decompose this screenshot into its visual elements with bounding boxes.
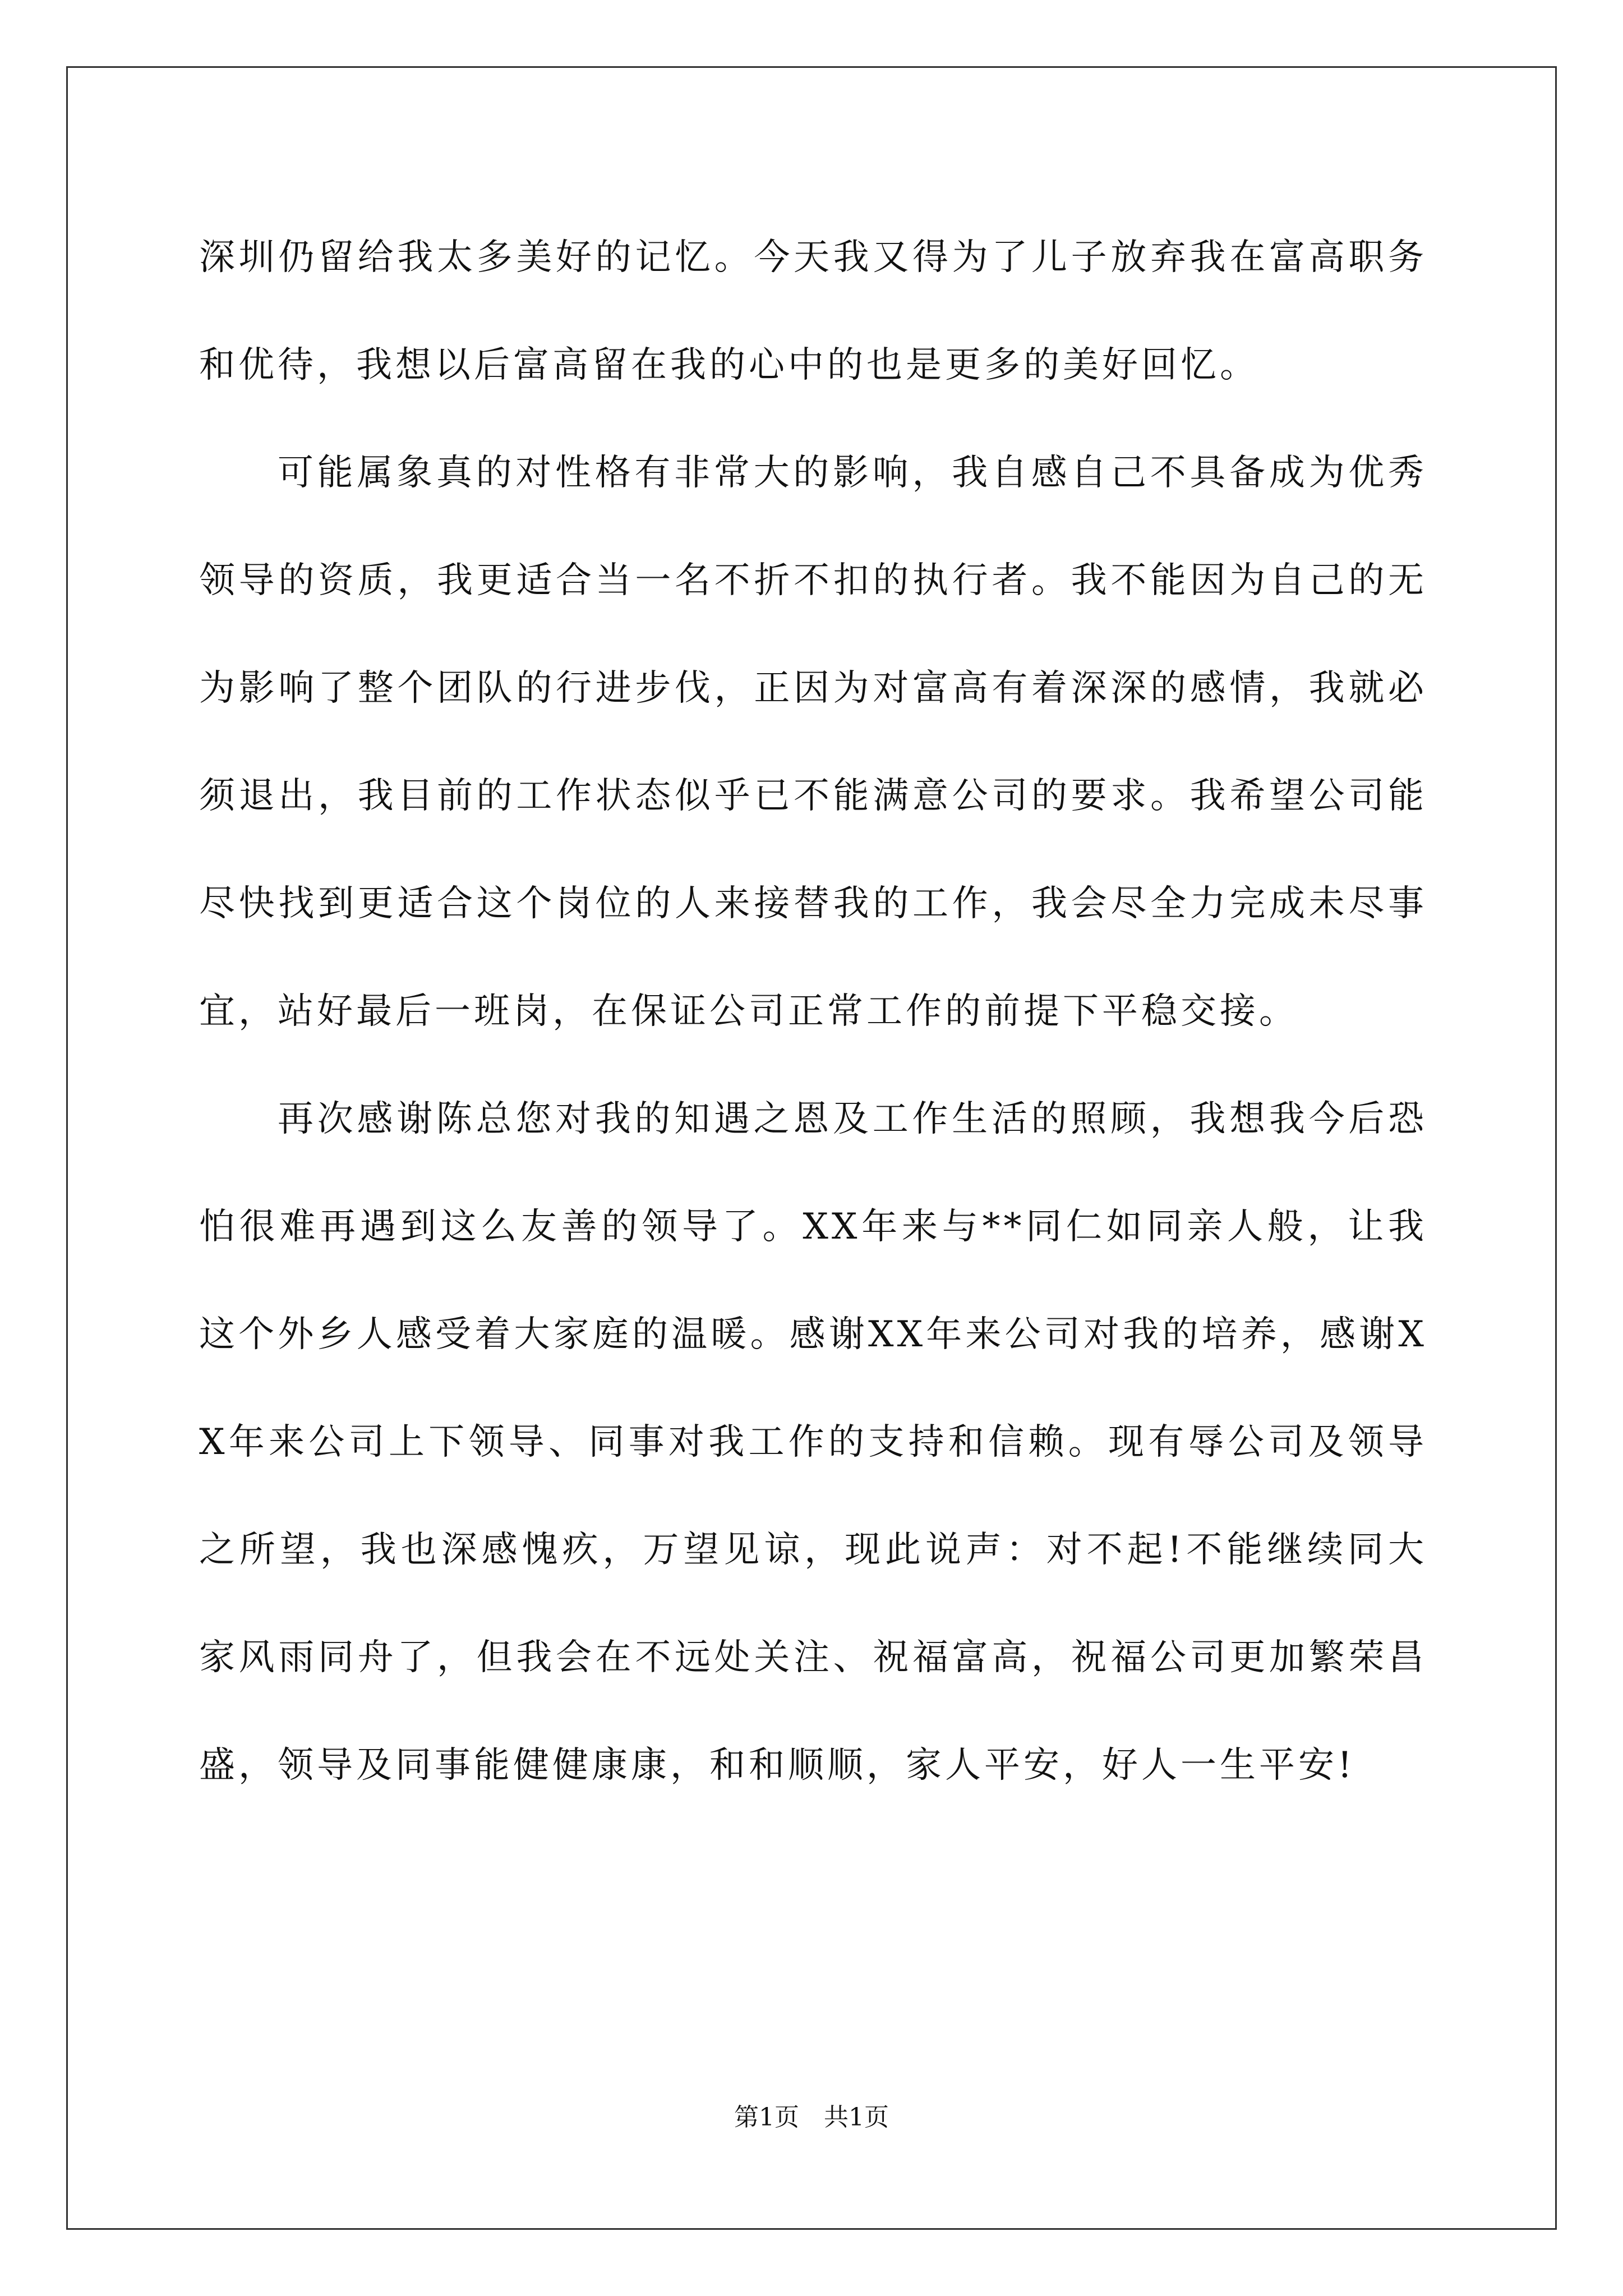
paragraph-3: 再次感谢陈总您对我的知遇之恩及工作生活的照顾，我想我今后恐怕很难再遇到这么友善的领导了。XX年来与**同仁如同亲人般，让我这个外乡人感受着大家庭的温暖。感谢XX年来公司对我的培养，感谢XX年来公司上下领导、同事对我工作的支持和信赖。现有辱公司及领导之所望，我也深感愧疚，万望见谅，现此说声：对不起!不能继续同大家风雨同舟了，但我会在不远处关注、祝福富高，祝福公司更加繁荣昌盛，领导及同事能健健康康，和和顺顺，家人平安，好人一生平安! xyxy=(199,1098,1427,1786)
paragraph-2: 可能属象真的对性格有非常大的影响，我自感自己不具备成为优秀领导的资质，我更适合当一名不折不扣的执行者。我不能因为自己的无为影响了整个团队的行进步伐，正因为对富高有着深深的感情，我就必须退出，我目前的工作状态似乎已不能满意公司的要求。我希望公司能尽快找到更适合这个岗位的人来接替我的工作，我会尽全力完成未尽事宜，站好最后一班岗，在保证公司正常工作的前提下平稳交接。 xyxy=(199,452,1427,1032)
document-body xyxy=(199,204,1427,1819)
page-number-footer: 第1页 共1页 xyxy=(734,2103,889,2132)
paragraph-1: 深圳仍留给我太多美好的记忆。今天我又得为了儿子放弃我在富高职务和优待，我想以后富高留在我的心中的也是更多的美好回忆。 xyxy=(199,237,1427,386)
